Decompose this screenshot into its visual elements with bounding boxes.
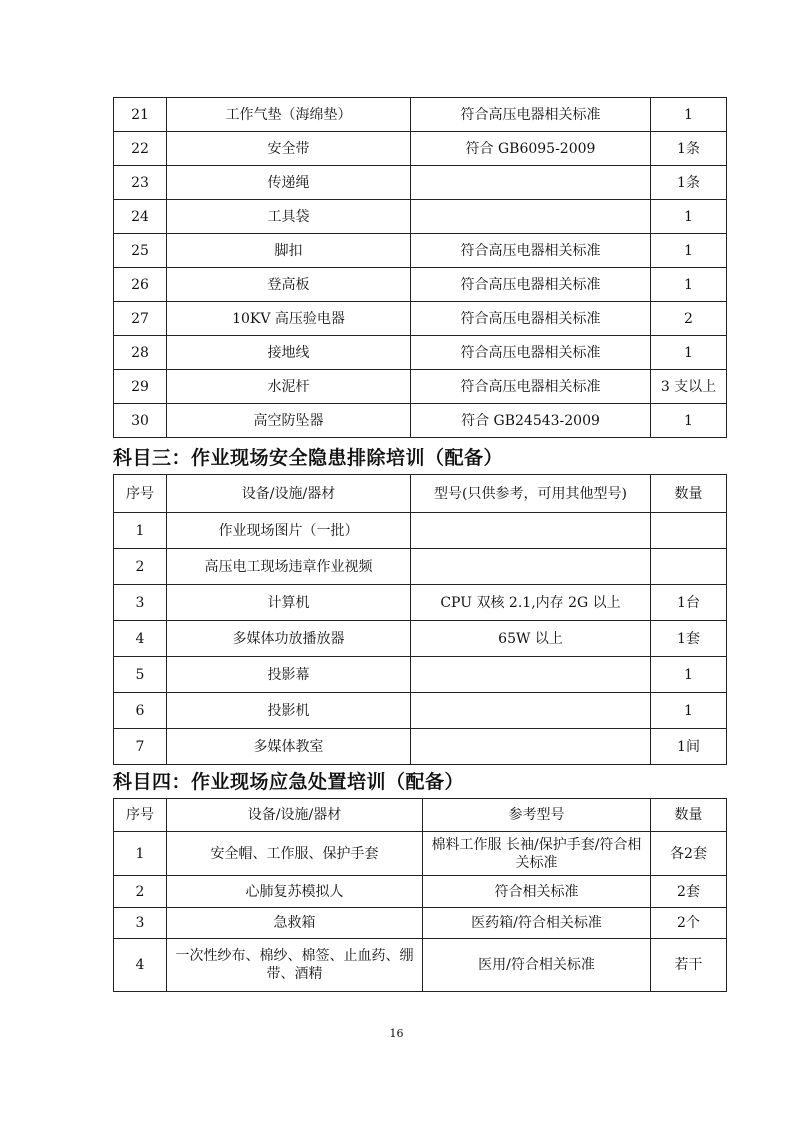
quantity: 2套: [651, 876, 727, 908]
model-spec: 医用/符合相关标准: [423, 939, 651, 992]
row-number: 1: [114, 832, 167, 876]
equipment-name: 计算机: [167, 585, 411, 621]
row-number: 26: [114, 268, 167, 302]
model-spec: 棉料工作服 长袖/保护手套/符合相关标准: [423, 832, 651, 876]
quantity: [651, 549, 727, 585]
header-model: 型号(只供参考，可用其他型号): [411, 475, 651, 513]
section4-title: 科目四：作业现场应急处置培训（配备）: [113, 771, 465, 793]
quantity: 1: [651, 404, 727, 438]
model-spec: [411, 549, 651, 585]
table-row: [114, 336, 727, 370]
row-number: 23: [114, 166, 167, 200]
quantity: 若干: [651, 939, 727, 992]
table-row: [114, 166, 727, 200]
quantity: 1间: [651, 729, 727, 765]
model-spec: [411, 513, 651, 549]
model-spec: 符合高压电器相关标准: [411, 336, 651, 370]
model-spec: 符合高压电器相关标准: [411, 302, 651, 336]
header-equipment: 设备/设施/器材: [167, 475, 411, 513]
quantity: [651, 513, 727, 549]
equipment-name: 登高板: [167, 268, 411, 302]
model-spec: 符合 GB6095-2009: [411, 132, 651, 166]
model-spec: 符合高压电器相关标准: [411, 370, 651, 404]
row-number: 24: [114, 200, 167, 234]
header-index: 序号: [114, 475, 167, 513]
table-row: [114, 876, 727, 908]
equipment-table-continued: [113, 97, 727, 438]
table-row: [114, 234, 727, 268]
table-row: [114, 657, 727, 693]
row-number: 3: [114, 585, 167, 621]
quantity: 1条: [651, 166, 727, 200]
row-number: 22: [114, 132, 167, 166]
row-number: 2: [114, 549, 167, 585]
section3-table: [113, 474, 727, 765]
model-spec: 符合相关标准: [423, 876, 651, 908]
equipment-name: 安全带: [167, 132, 411, 166]
equipment-name: 多媒体功放播放器: [167, 621, 411, 657]
equipment-name: 心肺复苏模拟人: [167, 876, 423, 908]
row-number: 5: [114, 657, 167, 693]
quantity: 1: [651, 336, 727, 370]
quantity: 各2套: [651, 832, 727, 876]
model-spec: 符合高压电器相关标准: [411, 98, 651, 132]
equipment-name: 传递绳: [167, 166, 411, 200]
equipment-name: 水泥杆: [167, 370, 411, 404]
equipment-name: 工作气垫（海绵垫）: [167, 98, 411, 132]
equipment-name: 接地线: [167, 336, 411, 370]
row-number: 7: [114, 729, 167, 765]
page-number: 16: [389, 1027, 404, 1040]
header-quantity: 数量: [651, 799, 727, 832]
table-row: [114, 549, 727, 585]
row-number: 28: [114, 336, 167, 370]
equipment-name: 一次性纱布、棉纱、棉签、止血药、绷带、酒精: [167, 939, 423, 992]
row-number: 4: [114, 621, 167, 657]
quantity: 1: [651, 657, 727, 693]
model-spec: 65W 以上: [411, 621, 651, 657]
table-row: [114, 585, 727, 621]
table-header-row: [114, 799, 727, 832]
row-number: 4: [114, 939, 167, 992]
model-spec: [411, 166, 651, 200]
quantity: 1: [651, 234, 727, 268]
quantity: 2: [651, 302, 727, 336]
table-header-row: [114, 475, 727, 513]
row-number: 27: [114, 302, 167, 336]
model-spec: [411, 657, 651, 693]
equipment-name: 作业现场图片（一批）: [167, 513, 411, 549]
equipment-name: 安全帽、工作服、保护手套: [167, 832, 423, 876]
equipment-name: 投影幕: [167, 657, 411, 693]
quantity: 3 支以上: [651, 370, 727, 404]
row-number: 3: [114, 908, 167, 939]
row-number: 1: [114, 513, 167, 549]
equipment-name: 工具袋: [167, 200, 411, 234]
model-spec: [411, 729, 651, 765]
equipment-name: 投影机: [167, 693, 411, 729]
table-row: [114, 268, 727, 302]
header-equipment: 设备/设施/器材: [167, 799, 423, 832]
row-number: 29: [114, 370, 167, 404]
model-spec: 符合 GB24543-2009: [411, 404, 651, 438]
header-index: 序号: [114, 799, 167, 832]
table-row: [114, 370, 727, 404]
equipment-name: 多媒体教室: [167, 729, 411, 765]
table-row: [114, 693, 727, 729]
table-row: [114, 302, 727, 336]
table-row: [114, 908, 727, 939]
table-row: [114, 200, 727, 234]
table-row: [114, 621, 727, 657]
row-number: 6: [114, 693, 167, 729]
model-spec: 符合高压电器相关标准: [411, 234, 651, 268]
quantity: 1: [651, 98, 727, 132]
row-number: 21: [114, 98, 167, 132]
model-spec: 医药箱/符合相关标准: [423, 908, 651, 939]
quantity: 1条: [651, 132, 727, 166]
equipment-name: 急救箱: [167, 908, 423, 939]
section4-table: [113, 798, 727, 992]
equipment-name: 高压电工现场违章作业视频: [167, 549, 411, 585]
model-spec: CPU 双核 2.1,内存 2G 以上: [411, 585, 651, 621]
equipment-name: 脚扣: [167, 234, 411, 268]
quantity: 2个: [651, 908, 727, 939]
quantity: 1: [651, 693, 727, 729]
model-spec: [411, 200, 651, 234]
quantity: 1台: [651, 585, 727, 621]
model-spec: [411, 693, 651, 729]
row-number: 2: [114, 876, 167, 908]
row-number: 25: [114, 234, 167, 268]
model-spec: 符合高压电器相关标准: [411, 268, 651, 302]
table-row: [114, 404, 727, 438]
quantity: 1套: [651, 621, 727, 657]
table-row: [114, 939, 727, 992]
quantity: 1: [651, 268, 727, 302]
table-row: [114, 729, 727, 765]
equipment-name: 10KV 高压验电器: [167, 302, 411, 336]
header-model: 参考型号: [423, 799, 651, 832]
table-row: [114, 832, 727, 876]
section3-title: 科目三：作业现场安全隐患排除培训（配备）: [113, 447, 504, 469]
header-quantity: 数量: [651, 475, 727, 513]
table-row: [114, 132, 727, 166]
table-row: [114, 98, 727, 132]
row-number: 30: [114, 404, 167, 438]
equipment-name: 高空防坠器: [167, 404, 411, 438]
quantity: 1: [651, 200, 727, 234]
table-row: [114, 513, 727, 549]
